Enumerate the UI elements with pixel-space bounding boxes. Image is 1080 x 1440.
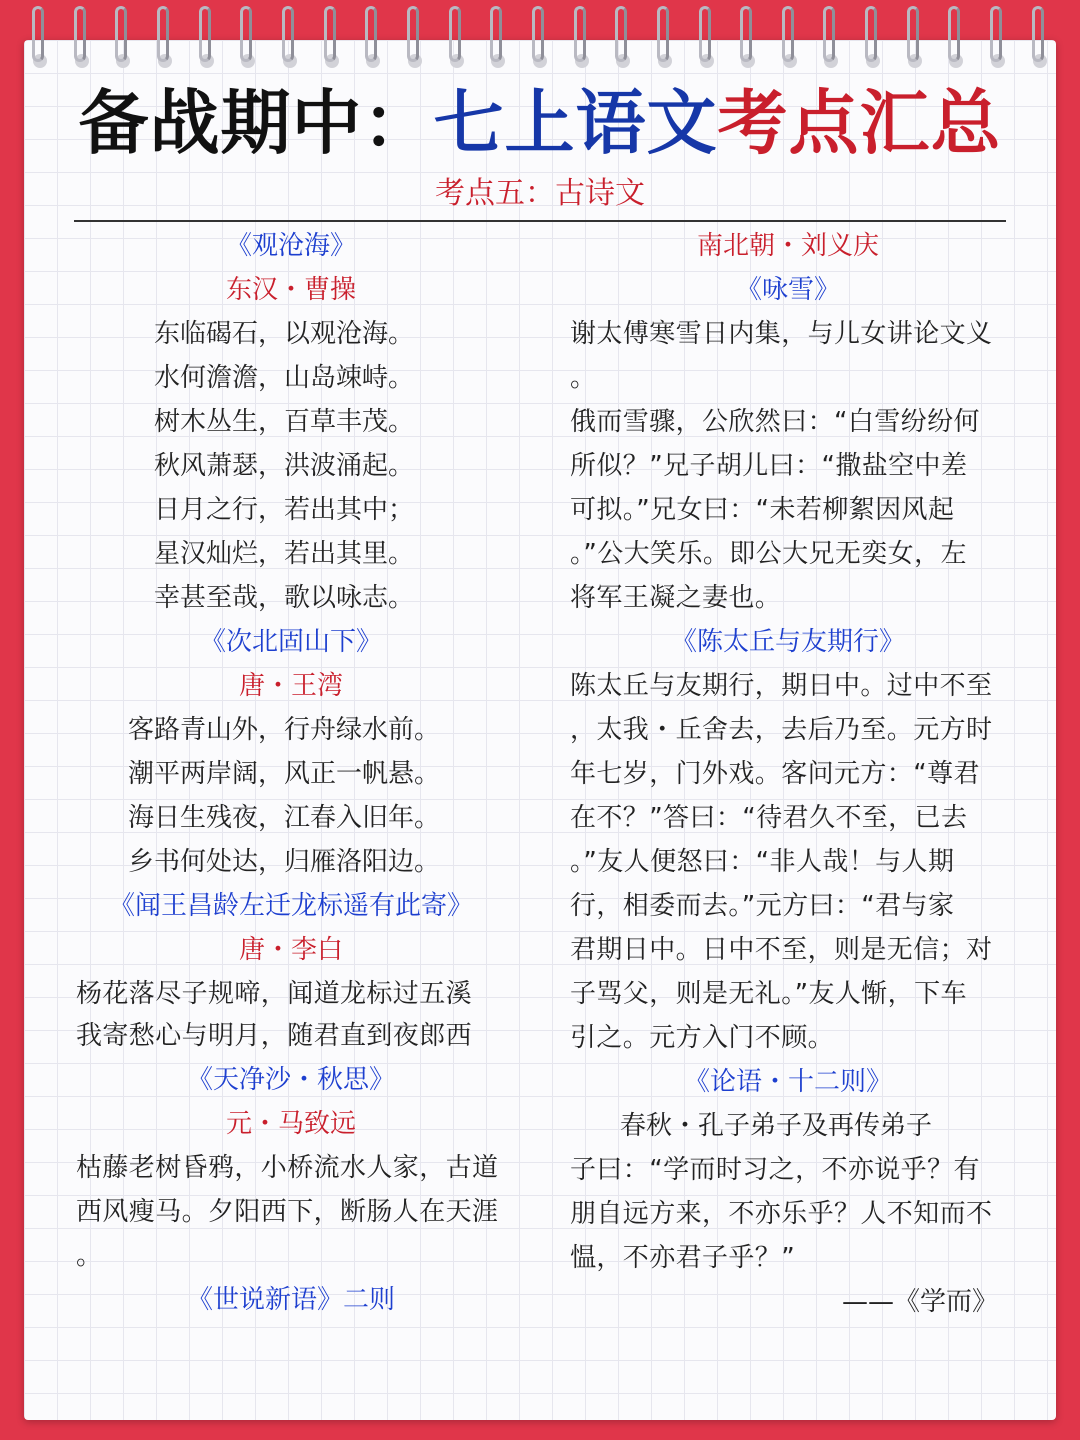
text-line: 谢太傅寒雪日内集，与儿女讲论文义	[570, 319, 993, 349]
poem-line: 幸甚至哉，歌以咏志。	[154, 583, 415, 613]
poem-line: 西风瘦马。夕阳西下，断肠人在天涯	[76, 1197, 499, 1227]
text-line: 俄而雪骤，公欣然曰：“白雪纷纷何	[570, 407, 980, 437]
text-line: 。”友人便怒曰：“非人哉！与人期	[570, 847, 955, 877]
poem-line: 客路青山外，行舟绿水前。	[128, 715, 441, 745]
poem-title: 《观沧海》	[225, 231, 356, 261]
title-part-2: 七上语文	[433, 81, 718, 164]
poem-line: 水何澹澹，山岛竦峙。	[154, 363, 415, 393]
poem-line: 乡书何处达，归雁洛阳边。	[128, 847, 441, 877]
text-title: 《陈太丘与友期行》	[670, 627, 905, 657]
text-line: 将军王凝之妻也。	[570, 583, 782, 613]
poem-line: 树木丛生，百草丰茂。	[154, 407, 415, 437]
text-line: 陈太丘与友期行，期日中。过中不至	[570, 671, 993, 701]
poem-line: 我寄愁心与明月，随君直到夜郎西	[76, 1021, 473, 1051]
poem-title: 《次北固山下》	[199, 627, 382, 657]
poem-title: 《天净沙・秋思》	[186, 1065, 395, 1095]
text-line: 朋自远方来，不亦乐乎？人不知而不	[570, 1199, 993, 1229]
text-author: 春秋・孔子弟子及再传弟子	[620, 1111, 933, 1141]
text-line: 在不？”答曰：“待君久不至，已去	[570, 803, 968, 833]
poem-author: 元・马致远	[225, 1109, 356, 1139]
page-title	[0, 78, 1080, 168]
poem-line: 日月之行，若出其中；	[154, 495, 415, 525]
section-subtitle: 考点五：古诗文	[435, 176, 645, 211]
text-line: 。”公大笑乐。即公大兄无奕女，左	[570, 539, 967, 569]
text-title: 《论语・十二则》	[683, 1067, 892, 1097]
text-line: 。	[570, 363, 597, 393]
text-line: 引之。元方入门不顾。	[570, 1023, 835, 1053]
divider	[74, 220, 1006, 222]
text-line: 愠，不亦君子乎？”	[570, 1243, 796, 1273]
poem-line: 东临碣石，以观沧海。	[154, 319, 415, 349]
text-author: 南北朝・刘义庆	[696, 231, 879, 261]
text-line: 子骂父，则是无礼。”友人惭，下车	[570, 979, 967, 1009]
poem-title: 《闻王昌龄左迁龙标遥有此寄》	[108, 891, 473, 921]
poem-line: 秋风萧瑟，洪波涌起。	[154, 451, 415, 481]
text-line: 可拟。”兄女曰：“未若柳絮因风起	[570, 495, 955, 525]
poem-line: 。	[76, 1241, 103, 1271]
title-part-1: 备战期中：	[78, 81, 434, 164]
text-line: 行，相委而去。”元方曰：“君与家	[570, 891, 955, 921]
poem-line: 枯藤老树昏鸦，小桥流水人家，古道	[76, 1153, 499, 1183]
text-title: 《咏雪》	[735, 275, 840, 305]
text-line: 君期日中。日中不至，则是无信；对	[570, 935, 993, 965]
text-line: 年七岁，门外戏。客问元方：“尊君	[570, 759, 980, 789]
right-column	[570, 226, 1006, 1326]
text-line: 子曰：“学而时习之，不亦说乎？有	[570, 1155, 980, 1185]
poem-author: 唐・王湾	[238, 671, 343, 701]
source-attribution: ——《学而》	[841, 1287, 998, 1317]
text-line: ，太我・丘舍去，去后乃至。元方时	[570, 715, 993, 745]
text-line: 所似？”兄子胡儿曰：“撒盐空中差	[570, 451, 968, 481]
poem-line: 星汉灿烂，若出其里。	[154, 539, 415, 569]
poem-line: 海日生残夜，江春入旧年。	[128, 803, 441, 833]
title-part-3: 考点汇总	[717, 81, 1002, 164]
poem-author: 东汉・曹操	[225, 275, 356, 305]
poem-line: 杨花落尽子规啼，闻道龙标过五溪	[76, 979, 473, 1009]
poem-line: 潮平两岸阔，风正一帆悬。	[128, 759, 441, 789]
left-column	[76, 226, 506, 1324]
poem-author: 唐・李白	[238, 935, 343, 965]
poem-title: 《世说新语》二则	[186, 1285, 395, 1315]
